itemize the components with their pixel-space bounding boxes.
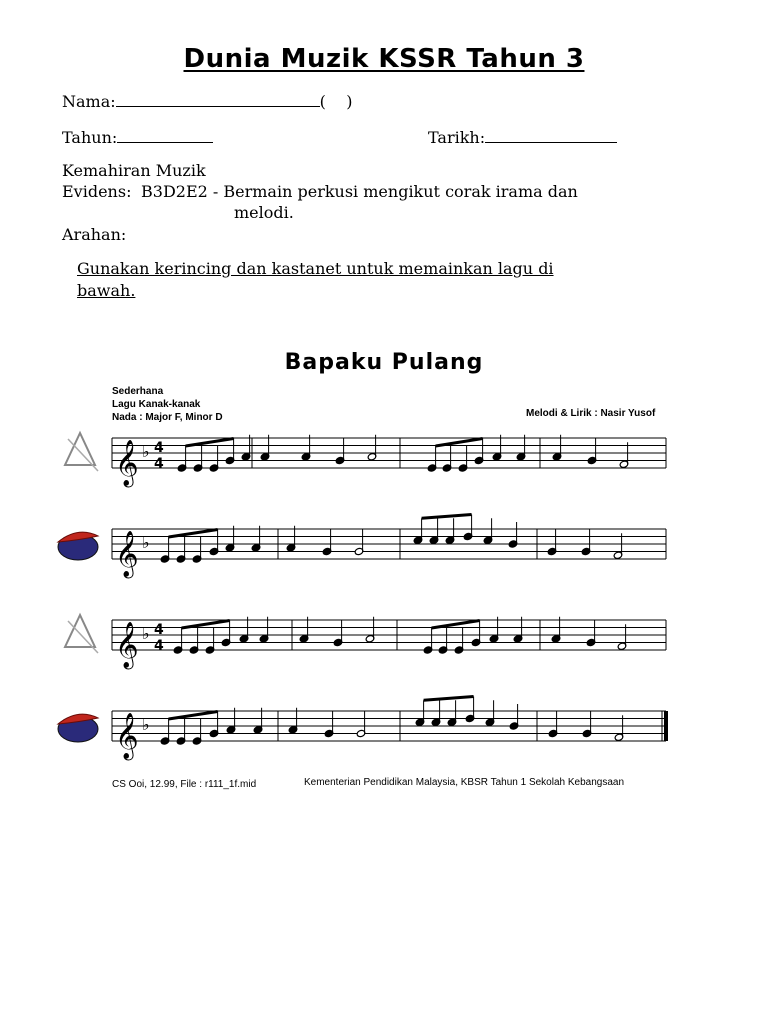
song-key: Nada : Major F, Minor D [112,412,223,423]
treble-clef: 𝄞 [115,713,139,759]
note-beam [169,530,218,538]
key-flat: ♭ [142,624,150,643]
song-genre: Lagu Kanak-kanak [112,399,201,410]
skill-text: Kemahiran Muzik [62,161,206,180]
time-signature-top: 4 [154,440,164,456]
key-flat: ♭ [142,715,150,734]
worksheet-title: Dunia Muzik KSSR Tahun 3 [183,44,585,74]
triangle-icon [65,433,95,465]
direction-line-2: bawah. [77,281,136,300]
direction-label: Arahan: [62,225,127,244]
song-tempo: Sederhana [112,386,164,397]
nama-paren: ( ) [319,92,353,111]
treble-clef: 𝄞 [115,622,139,668]
time-signature-bottom: 4 [154,638,164,654]
key-flat: ♭ [142,442,150,461]
evidence-line-1: B3D2E2 - Bermain perkusi mengikut corak irama dan [141,182,578,201]
footer-right: Kementerian Pendidikan Malaysia, KBSR Tahun 1 Sekolah Kebangsaan [304,777,625,788]
note-beam [169,712,218,720]
time-signature-top: 4 [154,622,164,638]
nama-label: Nama: [62,92,116,111]
footer-left: CS Ooi, 12.99, File : r111_1f.mid [112,779,257,790]
note-beam [436,439,483,447]
tarikh-label: Tarikh: [428,128,486,147]
note-beam [186,439,234,447]
direction-line-1: Gunakan kerincing dan kastanet untuk memainkan lagu di [77,259,554,278]
treble-clef: 𝄞 [115,531,139,577]
song-credit: Melodi & Lirik : Nasir Yusof [526,408,656,419]
note-beam [422,515,472,519]
triangle-icon [65,615,95,647]
evidence-line-2: melodi. [234,203,294,222]
key-flat: ♭ [142,533,150,552]
note-beam [182,621,230,629]
tahun-label: Tahun: [62,128,118,147]
treble-clef: 𝄞 [115,440,139,486]
triangle-beater [68,439,98,471]
note-beam [424,697,474,701]
note-beam [432,621,480,629]
song-title: Bapaku Pulang [284,350,484,375]
evidence-label: Evidens: [62,182,132,201]
time-signature-bottom: 4 [154,456,164,472]
triangle-beater [68,621,98,653]
